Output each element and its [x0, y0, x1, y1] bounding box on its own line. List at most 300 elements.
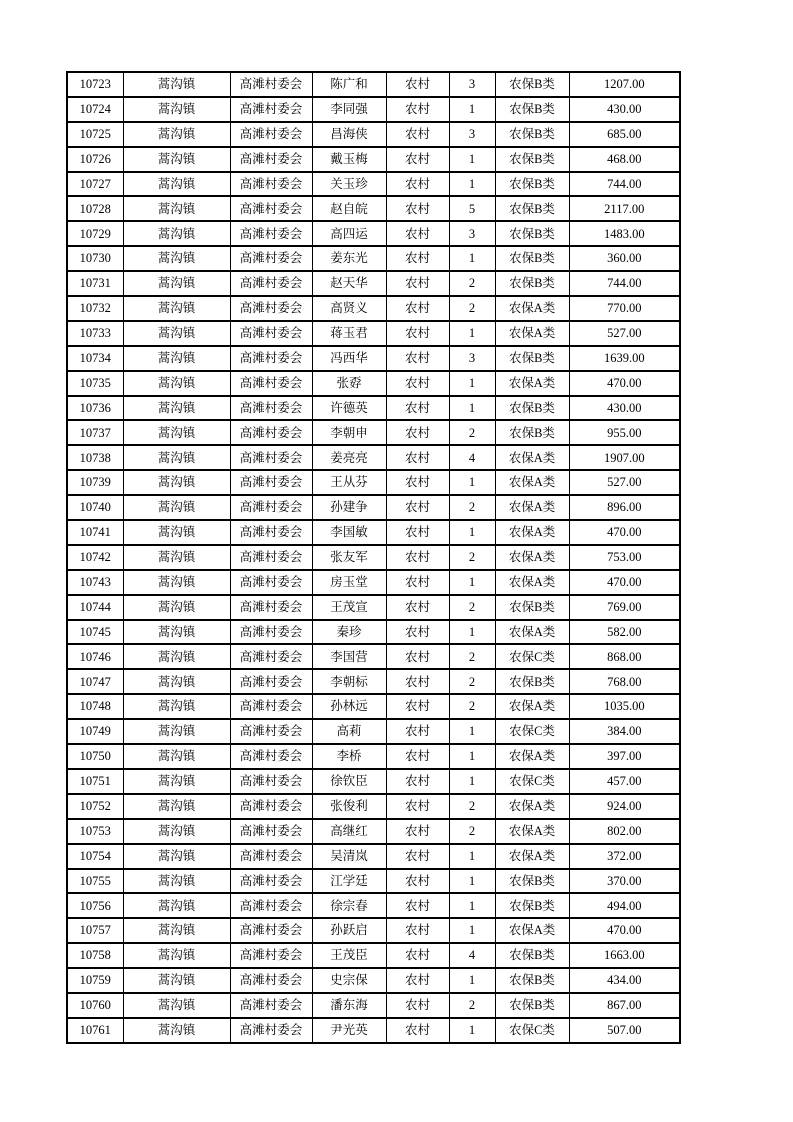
cell-amount: 744.00 [569, 172, 680, 197]
table-row [67, 72, 680, 97]
cell-person-name: 秦珍 [312, 620, 386, 645]
table-row [67, 371, 680, 396]
cell-person-name: 吴清岚 [312, 844, 386, 869]
cell-id: 10732 [67, 296, 123, 321]
cell-amount: 397.00 [569, 744, 680, 769]
cell-insurance-category: 农保B类 [495, 172, 569, 197]
cell-id: 10757 [67, 918, 123, 943]
cell-town: 蒿沟镇 [123, 221, 230, 246]
cell-person-name: 许德英 [312, 396, 386, 421]
cell-id: 10733 [67, 321, 123, 346]
cell-insurance-category: 农保A类 [495, 918, 569, 943]
cell-town: 蒿沟镇 [123, 196, 230, 221]
cell-amount: 753.00 [569, 545, 680, 570]
cell-person-count: 1 [449, 744, 495, 769]
cell-insurance-category: 农保B类 [495, 346, 569, 371]
cell-person-name: 关玉珍 [312, 172, 386, 197]
table-row [67, 520, 680, 545]
cell-person-name: 高四运 [312, 221, 386, 246]
cell-town: 蒿沟镇 [123, 296, 230, 321]
cell-insurance-category: 农保A类 [495, 371, 569, 396]
cell-id: 10750 [67, 744, 123, 769]
cell-insurance-category: 农保B类 [495, 968, 569, 993]
cell-insurance-category: 农保B类 [495, 196, 569, 221]
cell-insurance-category: 农保A类 [495, 545, 569, 570]
cell-person-name: 高莉 [312, 719, 386, 744]
cell-id: 10738 [67, 445, 123, 470]
table-row [67, 644, 680, 669]
cell-village: 高滩村委会 [230, 470, 312, 495]
cell-town: 蒿沟镇 [123, 346, 230, 371]
cell-id: 10723 [67, 72, 123, 97]
cell-residence-type: 农村 [386, 72, 449, 97]
cell-id: 10754 [67, 844, 123, 869]
table-row [67, 246, 680, 271]
cell-insurance-category: 农保B类 [495, 147, 569, 172]
cell-village: 高滩村委会 [230, 669, 312, 694]
cell-town: 蒿沟镇 [123, 669, 230, 694]
cell-town: 蒿沟镇 [123, 122, 230, 147]
cell-residence-type: 农村 [386, 819, 449, 844]
cell-person-count: 1 [449, 769, 495, 794]
cell-person-name: 孙林远 [312, 694, 386, 719]
table-row [67, 869, 680, 894]
cell-amount: 468.00 [569, 147, 680, 172]
cell-residence-type: 农村 [386, 122, 449, 147]
cell-person-count: 2 [449, 694, 495, 719]
cell-residence-type: 农村 [386, 669, 449, 694]
cell-person-name: 张孬 [312, 371, 386, 396]
cell-amount: 868.00 [569, 644, 680, 669]
cell-insurance-category: 农保A类 [495, 744, 569, 769]
cell-person-count: 1 [449, 1018, 495, 1043]
cell-id: 10744 [67, 595, 123, 620]
cell-amount: 802.00 [569, 819, 680, 844]
cell-person-count: 2 [449, 271, 495, 296]
cell-village: 高滩村委会 [230, 296, 312, 321]
cell-village: 高滩村委会 [230, 221, 312, 246]
cell-person-name: 高继红 [312, 819, 386, 844]
cell-residence-type: 农村 [386, 694, 449, 719]
cell-person-name: 王茂宣 [312, 595, 386, 620]
cell-person-count: 1 [449, 520, 495, 545]
cell-person-name: 姜亮亮 [312, 445, 386, 470]
cell-town: 蒿沟镇 [123, 72, 230, 97]
cell-id: 10728 [67, 196, 123, 221]
cell-person-name: 张友军 [312, 545, 386, 570]
cell-amount: 457.00 [569, 769, 680, 794]
cell-town: 蒿沟镇 [123, 321, 230, 346]
cell-person-name: 房玉堂 [312, 570, 386, 595]
cell-village: 高滩村委会 [230, 694, 312, 719]
cell-person-count: 1 [449, 844, 495, 869]
cell-person-name: 戴玉梅 [312, 147, 386, 172]
cell-town: 蒿沟镇 [123, 893, 230, 918]
cell-town: 蒿沟镇 [123, 794, 230, 819]
cell-amount: 2117.00 [569, 196, 680, 221]
table-row [67, 1018, 680, 1043]
cell-person-name: 李国营 [312, 644, 386, 669]
cell-person-count: 2 [449, 296, 495, 321]
cell-person-count: 2 [449, 420, 495, 445]
cell-village: 高滩村委会 [230, 819, 312, 844]
cell-insurance-category: 农保C类 [495, 644, 569, 669]
cell-id: 10743 [67, 570, 123, 595]
cell-amount: 434.00 [569, 968, 680, 993]
cell-person-count: 3 [449, 72, 495, 97]
cell-insurance-category: 农保A类 [495, 819, 569, 844]
cell-id: 10734 [67, 346, 123, 371]
cell-person-name: 孙跃启 [312, 918, 386, 943]
cell-person-name: 蒋玉君 [312, 321, 386, 346]
table-row [67, 968, 680, 993]
table-row [67, 545, 680, 570]
table-row [67, 570, 680, 595]
cell-insurance-category: 农保A类 [495, 470, 569, 495]
table-row [67, 346, 680, 371]
cell-residence-type: 农村 [386, 470, 449, 495]
cell-insurance-category: 农保A类 [495, 520, 569, 545]
cell-amount: 470.00 [569, 918, 680, 943]
cell-person-count: 2 [449, 644, 495, 669]
cell-person-name: 陈广和 [312, 72, 386, 97]
cell-town: 蒿沟镇 [123, 620, 230, 645]
cell-id: 10739 [67, 470, 123, 495]
cell-amount: 924.00 [569, 794, 680, 819]
cell-amount: 1639.00 [569, 346, 680, 371]
cell-id: 10726 [67, 147, 123, 172]
cell-town: 蒿沟镇 [123, 819, 230, 844]
cell-id: 10756 [67, 893, 123, 918]
cell-amount: 527.00 [569, 321, 680, 346]
table-row [67, 271, 680, 296]
cell-insurance-category: 农保B类 [495, 893, 569, 918]
cell-person-count: 4 [449, 943, 495, 968]
cell-insurance-category: 农保A类 [495, 620, 569, 645]
cell-insurance-category: 农保A类 [495, 844, 569, 869]
table-row [67, 122, 680, 147]
cell-amount: 507.00 [569, 1018, 680, 1043]
cell-residence-type: 农村 [386, 719, 449, 744]
cell-residence-type: 农村 [386, 346, 449, 371]
cell-person-name: 高贤义 [312, 296, 386, 321]
cell-id: 10727 [67, 172, 123, 197]
cell-town: 蒿沟镇 [123, 147, 230, 172]
cell-person-name: 姜东光 [312, 246, 386, 271]
cell-village: 高滩村委会 [230, 744, 312, 769]
table-row [67, 719, 680, 744]
cell-insurance-category: 农保B类 [495, 246, 569, 271]
cell-id: 10747 [67, 669, 123, 694]
cell-residence-type: 农村 [386, 271, 449, 296]
cell-residence-type: 农村 [386, 993, 449, 1018]
cell-person-name: 史宗保 [312, 968, 386, 993]
cell-residence-type: 农村 [386, 221, 449, 246]
cell-residence-type: 农村 [386, 246, 449, 271]
cell-id: 10760 [67, 993, 123, 1018]
table-row [67, 893, 680, 918]
cell-person-count: 1 [449, 893, 495, 918]
cell-residence-type: 农村 [386, 172, 449, 197]
cell-person-name: 徐宗春 [312, 893, 386, 918]
cell-person-count: 1 [449, 321, 495, 346]
cell-insurance-category: 农保A类 [495, 495, 569, 520]
cell-id: 10731 [67, 271, 123, 296]
cell-village: 高滩村委会 [230, 968, 312, 993]
cell-amount: 470.00 [569, 371, 680, 396]
cell-id: 10737 [67, 420, 123, 445]
cell-id: 10742 [67, 545, 123, 570]
cell-residence-type: 农村 [386, 371, 449, 396]
table-row [67, 147, 680, 172]
cell-town: 蒿沟镇 [123, 943, 230, 968]
cell-residence-type: 农村 [386, 595, 449, 620]
cell-person-count: 3 [449, 346, 495, 371]
cell-village: 高滩村委会 [230, 172, 312, 197]
cell-amount: 470.00 [569, 570, 680, 595]
cell-village: 高滩村委会 [230, 97, 312, 122]
cell-town: 蒿沟镇 [123, 420, 230, 445]
cell-person-count: 2 [449, 669, 495, 694]
cell-town: 蒿沟镇 [123, 968, 230, 993]
cell-residence-type: 农村 [386, 396, 449, 421]
cell-amount: 744.00 [569, 271, 680, 296]
cell-village: 高滩村委会 [230, 72, 312, 97]
table-row [67, 943, 680, 968]
cell-person-count: 1 [449, 172, 495, 197]
cell-village: 高滩村委会 [230, 147, 312, 172]
cell-amount: 384.00 [569, 719, 680, 744]
cell-person-count: 1 [449, 371, 495, 396]
cell-person-count: 1 [449, 620, 495, 645]
cell-id: 10753 [67, 819, 123, 844]
cell-person-count: 2 [449, 495, 495, 520]
table-row [67, 221, 680, 246]
cell-village: 高滩村委会 [230, 769, 312, 794]
cell-village: 高滩村委会 [230, 993, 312, 1018]
cell-village: 高滩村委会 [230, 420, 312, 445]
cell-town: 蒿沟镇 [123, 570, 230, 595]
cell-id: 10724 [67, 97, 123, 122]
cell-insurance-category: 农保B类 [495, 122, 569, 147]
cell-person-name: 张俊利 [312, 794, 386, 819]
table-row [67, 819, 680, 844]
cell-village: 高滩村委会 [230, 595, 312, 620]
cell-town: 蒿沟镇 [123, 396, 230, 421]
cell-person-name: 徐钦臣 [312, 769, 386, 794]
table-row [67, 918, 680, 943]
cell-town: 蒿沟镇 [123, 694, 230, 719]
cell-person-name: 赵天华 [312, 271, 386, 296]
cell-residence-type: 农村 [386, 844, 449, 869]
cell-insurance-category: 农保B类 [495, 396, 569, 421]
cell-amount: 955.00 [569, 420, 680, 445]
cell-insurance-category: 农保A类 [495, 694, 569, 719]
cell-person-count: 1 [449, 470, 495, 495]
cell-town: 蒿沟镇 [123, 271, 230, 296]
cell-town: 蒿沟镇 [123, 520, 230, 545]
cell-id: 10736 [67, 396, 123, 421]
table-row [67, 495, 680, 520]
cell-village: 高滩村委会 [230, 246, 312, 271]
cell-village: 高滩村委会 [230, 520, 312, 545]
cell-insurance-category: 农保A类 [495, 445, 569, 470]
cell-amount: 685.00 [569, 122, 680, 147]
cell-id: 10740 [67, 495, 123, 520]
cell-village: 高滩村委会 [230, 122, 312, 147]
cell-amount: 769.00 [569, 595, 680, 620]
cell-residence-type: 农村 [386, 570, 449, 595]
cell-town: 蒿沟镇 [123, 172, 230, 197]
table-row [67, 321, 680, 346]
cell-town: 蒿沟镇 [123, 97, 230, 122]
cell-id: 10745 [67, 620, 123, 645]
cell-person-count: 2 [449, 595, 495, 620]
cell-person-name: 李桥 [312, 744, 386, 769]
cell-person-count: 2 [449, 993, 495, 1018]
cell-insurance-category: 农保C类 [495, 719, 569, 744]
cell-insurance-category: 农保A类 [495, 321, 569, 346]
cell-amount: 494.00 [569, 893, 680, 918]
cell-village: 高滩村委会 [230, 570, 312, 595]
cell-person-count: 1 [449, 147, 495, 172]
cell-person-name: 王从芬 [312, 470, 386, 495]
cell-person-count: 1 [449, 719, 495, 744]
cell-id: 10729 [67, 221, 123, 246]
cell-amount: 896.00 [569, 495, 680, 520]
cell-insurance-category: 农保A类 [495, 296, 569, 321]
cell-village: 高滩村委会 [230, 495, 312, 520]
cell-person-count: 3 [449, 122, 495, 147]
cell-person-count: 3 [449, 221, 495, 246]
cell-residence-type: 农村 [386, 1018, 449, 1043]
cell-town: 蒿沟镇 [123, 844, 230, 869]
cell-id: 10748 [67, 694, 123, 719]
cell-village: 高滩村委会 [230, 620, 312, 645]
cell-amount: 768.00 [569, 669, 680, 694]
cell-village: 高滩村委会 [230, 869, 312, 894]
cell-amount: 1907.00 [569, 445, 680, 470]
cell-village: 高滩村委会 [230, 196, 312, 221]
cell-residence-type: 农村 [386, 495, 449, 520]
cell-person-count: 1 [449, 246, 495, 271]
cell-person-name: 赵自皖 [312, 196, 386, 221]
cell-insurance-category: 农保A类 [495, 570, 569, 595]
cell-amount: 770.00 [569, 296, 680, 321]
cell-id: 10755 [67, 869, 123, 894]
cell-village: 高滩村委会 [230, 943, 312, 968]
cell-id: 10759 [67, 968, 123, 993]
cell-amount: 1483.00 [569, 221, 680, 246]
cell-person-name: 江学廷 [312, 869, 386, 894]
cell-person-count: 2 [449, 794, 495, 819]
cell-amount: 867.00 [569, 993, 680, 1018]
cell-residence-type: 农村 [386, 545, 449, 570]
cell-residence-type: 农村 [386, 420, 449, 445]
cell-residence-type: 农村 [386, 620, 449, 645]
cell-village: 高滩村委会 [230, 644, 312, 669]
cell-residence-type: 农村 [386, 296, 449, 321]
cell-person-name: 李朝申 [312, 420, 386, 445]
cell-amount: 360.00 [569, 246, 680, 271]
cell-village: 高滩村委会 [230, 918, 312, 943]
cell-person-count: 1 [449, 968, 495, 993]
table-row [67, 172, 680, 197]
cell-insurance-category: 农保C类 [495, 1018, 569, 1043]
cell-residence-type: 农村 [386, 794, 449, 819]
cell-id: 10746 [67, 644, 123, 669]
cell-person-count: 1 [449, 570, 495, 595]
cell-town: 蒿沟镇 [123, 869, 230, 894]
cell-person-count: 1 [449, 918, 495, 943]
cell-id: 10751 [67, 769, 123, 794]
cell-town: 蒿沟镇 [123, 1018, 230, 1043]
cell-insurance-category: 农保B类 [495, 943, 569, 968]
cell-town: 蒿沟镇 [123, 545, 230, 570]
table-row [67, 445, 680, 470]
records-table [66, 71, 681, 1044]
cell-person-name: 李朝标 [312, 669, 386, 694]
table-row [67, 993, 680, 1018]
table-row [67, 694, 680, 719]
cell-residence-type: 农村 [386, 968, 449, 993]
cell-amount: 527.00 [569, 470, 680, 495]
cell-amount: 430.00 [569, 97, 680, 122]
table-row [67, 296, 680, 321]
cell-insurance-category: 农保B类 [495, 420, 569, 445]
cell-residence-type: 农村 [386, 147, 449, 172]
cell-person-count: 1 [449, 396, 495, 421]
cell-village: 高滩村委会 [230, 321, 312, 346]
cell-amount: 1663.00 [569, 943, 680, 968]
cell-id: 10749 [67, 719, 123, 744]
cell-village: 高滩村委会 [230, 271, 312, 296]
cell-amount: 1207.00 [569, 72, 680, 97]
table-row [67, 595, 680, 620]
cell-residence-type: 农村 [386, 893, 449, 918]
table-row [67, 396, 680, 421]
cell-amount: 582.00 [569, 620, 680, 645]
cell-town: 蒿沟镇 [123, 644, 230, 669]
table-row [67, 844, 680, 869]
table-row [67, 196, 680, 221]
cell-village: 高滩村委会 [230, 1018, 312, 1043]
cell-insurance-category: 农保B类 [495, 669, 569, 694]
cell-residence-type: 农村 [386, 943, 449, 968]
cell-residence-type: 农村 [386, 97, 449, 122]
cell-id: 10725 [67, 122, 123, 147]
cell-person-name: 尹光英 [312, 1018, 386, 1043]
cell-residence-type: 农村 [386, 321, 449, 346]
cell-village: 高滩村委会 [230, 396, 312, 421]
cell-id: 10761 [67, 1018, 123, 1043]
cell-village: 高滩村委会 [230, 893, 312, 918]
table-row [67, 769, 680, 794]
cell-insurance-category: 农保A类 [495, 794, 569, 819]
cell-amount: 372.00 [569, 844, 680, 869]
cell-town: 蒿沟镇 [123, 918, 230, 943]
cell-id: 10741 [67, 520, 123, 545]
table-row [67, 794, 680, 819]
cell-person-name: 王茂臣 [312, 943, 386, 968]
cell-insurance-category: 农保B类 [495, 97, 569, 122]
cell-town: 蒿沟镇 [123, 371, 230, 396]
cell-insurance-category: 农保B类 [495, 271, 569, 296]
cell-residence-type: 农村 [386, 918, 449, 943]
cell-person-count: 1 [449, 97, 495, 122]
cell-person-name: 昌海侠 [312, 122, 386, 147]
cell-town: 蒿沟镇 [123, 595, 230, 620]
